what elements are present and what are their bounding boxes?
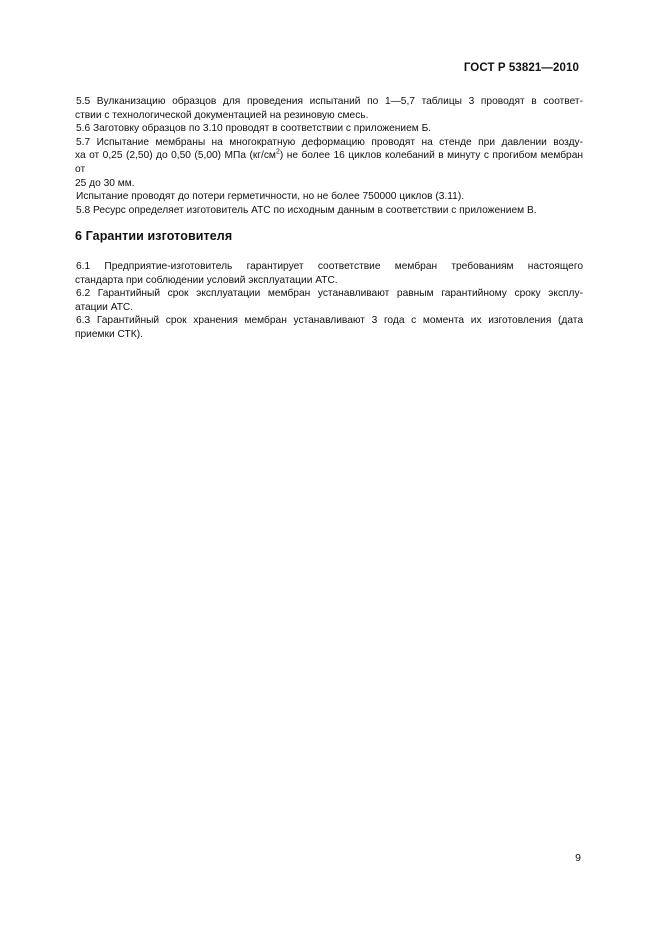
section-6-title: 6 Гарантии изготовителя xyxy=(75,229,233,244)
clause-5-7-line-3: 25 до 30 мм. xyxy=(75,177,135,189)
clause-5-7-line-2-end: ) не более 16 циклов колебаний в минуту с прогибом мембран от xyxy=(75,150,584,175)
clause-5-7-note xyxy=(76,190,583,204)
clause-5-8-line-1: 5.8 Ресурс определяет изготовитель АТС по исходным данным в соответствии с приложением В. xyxy=(76,204,537,216)
clause-5-5-line-2: ствии с технологической документацией на резиновую смесь. xyxy=(75,109,369,121)
clause-5-7-line-2 xyxy=(75,149,583,176)
clause-6-2 xyxy=(76,287,583,314)
clause-5-5 xyxy=(76,95,583,122)
clause-6-3-line-2: приемки СТК). xyxy=(75,328,143,340)
clause-5-8 xyxy=(76,204,583,218)
document-code: ГОСТ Р 53821—2010 xyxy=(463,62,579,74)
clause-6-2-line-2: атации АТС. xyxy=(75,301,134,313)
clause-5-7 xyxy=(76,136,583,190)
page-content xyxy=(76,95,583,342)
clause-5-7-line-1: 5.7 Испытание мембраны на многократную деформацию проводят на стенде при давлении возду- xyxy=(76,136,583,148)
page-number: 9 xyxy=(575,852,581,864)
clause-5-5-line-1: 5.5 Вулканизацию образцов для проведения испытаний по 1—5,7 таблицы 3 проводят в соответ- xyxy=(76,96,583,107)
clause-5-7-line-2-start: ха от 0,25 (2,50) до 0,50 (5,00) МПа (кг/см xyxy=(75,150,276,162)
superscript-2: 2 xyxy=(275,148,280,156)
clause-5-7-note-line-1: Испытание проводят до потери герметичности, но не более 750000 циклов (3.11). xyxy=(76,191,465,203)
clause-5-6 xyxy=(76,122,583,136)
clause-6-2-line-1: 6.2 Гарантийный срок эксплуатации мембран устанавливают равным гарантийному сроку эксплу- xyxy=(76,288,583,300)
clause-6-1-line-1: 6.1 Предприятие-изготовитель гарантирует соответствие мембран требованиям настоящего xyxy=(76,260,583,272)
clause-5-6-line-1: 5.6 Заготовку образцов по 3.10 проводят в соответствии с приложением Б. xyxy=(76,123,432,135)
clause-6-3-line-1: 6.3 Гарантийный срок хранения мембран устанавливают 3 года с момента их изготовления (дата xyxy=(76,315,583,327)
clause-6-1-line-2: стандарта при соблюдении условий эксплуатации АТС. xyxy=(75,274,338,286)
clause-6-1 xyxy=(76,260,583,287)
clause-6-3 xyxy=(76,314,583,341)
